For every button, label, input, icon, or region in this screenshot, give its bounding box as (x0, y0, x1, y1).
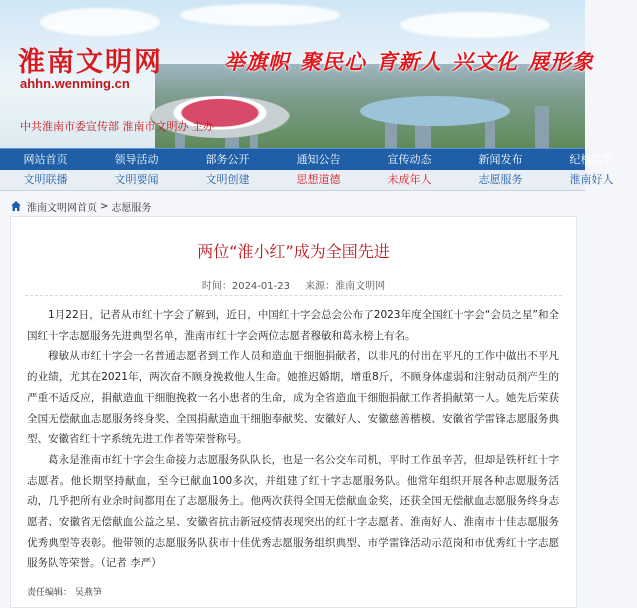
article-source: 来源：淮南文明网 (305, 281, 386, 292)
nav-item-minors[interactable]: 未成年人 (387, 173, 432, 186)
slogan (224, 46, 604, 76)
nav-item-morality[interactable]: 思想道德 (296, 173, 341, 186)
article-paragraph: 1月22日，记者从市红十字会了解到，近日，中国红十字会总会公布了2023年度全国红十字会“会员之星”和全国红十字志愿服务先进典型名单，淮南市红十字会两位志愿者穆敏和葛永榜上有名。 (27, 309, 559, 342)
nav-item-public-affairs[interactable]: 部务公开 (205, 153, 250, 166)
secondary-nav (0, 170, 614, 191)
nav-item-notices[interactable]: 通知公告 (296, 153, 341, 166)
nav-item-press[interactable]: 新闻发布 (478, 153, 523, 166)
cloud-decoration (180, 4, 340, 26)
cloud-decoration (40, 8, 160, 36)
nav-item-creation[interactable]: 文明创建 (205, 173, 250, 186)
article-title: 两位“淮小红”成为全国先进 (197, 242, 390, 261)
breadcrumb-home[interactable]: 淮南文明网首页 (27, 202, 97, 214)
nav-item-broadcast[interactable]: 文明联播 (23, 173, 68, 186)
site-logo[interactable]: 淮南文明网 (18, 47, 163, 78)
site-url: ahhn.wenming.cn (20, 76, 130, 91)
divider (25, 295, 562, 296)
article-paragraph: 穆敏从市红十字会一名普通志愿者到工作人员和造血干细胞捐献者，以非凡的付出在平凡的工作中做出不平凡的业绩，尤其在2021年，两次奋不顾身挽救他人生命。她推迟婚期，增重8斤，不顾身体虚弱和注射动员剂产生的严重不适反应，捐献造血干细胞挽救一名小患者的生命，成为全省造血干细胞捐献工作者捐献第一人。她先后荣获全国无偿献血志愿服务终身奖、全国捐献造血干细胞奉献奖、安徽好人、安徽慈善楷模、安徽省学雷锋志愿服务典型、安徽省红十字系统先进工作者等荣誉称号。 (27, 350, 559, 446)
slogan-item: 聚民心 (300, 50, 366, 74)
breadcrumb-separator: > (100, 200, 109, 212)
nav-item-news[interactable]: 文明要闻 (114, 173, 159, 186)
cloud-decoration (400, 12, 550, 38)
lake-image (360, 96, 510, 126)
slogan-item: 兴文化 (452, 50, 518, 74)
article-meta (11, 277, 576, 292)
article-time: 时间：2024-01-23 (201, 281, 290, 292)
article-paragraph: 葛永是淮南市红十字会生命接力志愿服务队队长，也是一名公交车司机，平时工作虽辛苦，但却是铁杆红十字志愿者。他长期坚持献血，至今已献血100多次，并组建了红十字志愿服务队。他常年组织开展各种志愿服务活动，几乎把所有业余时间都用在了志愿服务上。他两次获得全国无偿献血金奖，还获全国无偿献血志愿服务终身志愿者、安徽省无偿献血公益之星、安徽省抗击新冠疫情表现突出的红十字志愿者、淮南好人、淮南市十佳志愿服务优秀典型等表彰。他带领的志愿服务队获市十佳优秀志愿服务组织典型、市学雷锋活动示范岗和市优秀红十字志愿服务队等荣誉。（记者 李严） (27, 453, 559, 570)
primary-nav (0, 148, 614, 170)
article-panel (10, 216, 577, 608)
nav-item-propaganda[interactable]: 宣传动态 (387, 153, 432, 166)
nav-item-leadership[interactable]: 领导活动 (114, 153, 159, 166)
breadcrumb (10, 198, 575, 214)
slogan-item: 举旗帜 (224, 50, 290, 74)
article-editor: 责任编辑： 吴燕笋 (27, 588, 102, 598)
breadcrumb-current[interactable]: 志愿服务 (111, 202, 152, 214)
slogan-item: 展形象 (528, 50, 594, 74)
nav-item-volunteer[interactable]: 志愿服务 (478, 173, 523, 186)
slogan-item: 育新人 (376, 50, 442, 74)
home-icon (10, 200, 22, 212)
nav-item-good-people[interactable]: 淮南好人 (569, 173, 614, 186)
nav-item-discipline[interactable]: 纪检监察 (569, 153, 614, 166)
header-banner (0, 0, 594, 148)
article-body (27, 305, 559, 574)
sponsor-text: 中共淮南市委宣传部 淮南市文明办 主办 (20, 120, 214, 133)
nav-item-home[interactable]: 网站首页 (23, 153, 68, 166)
